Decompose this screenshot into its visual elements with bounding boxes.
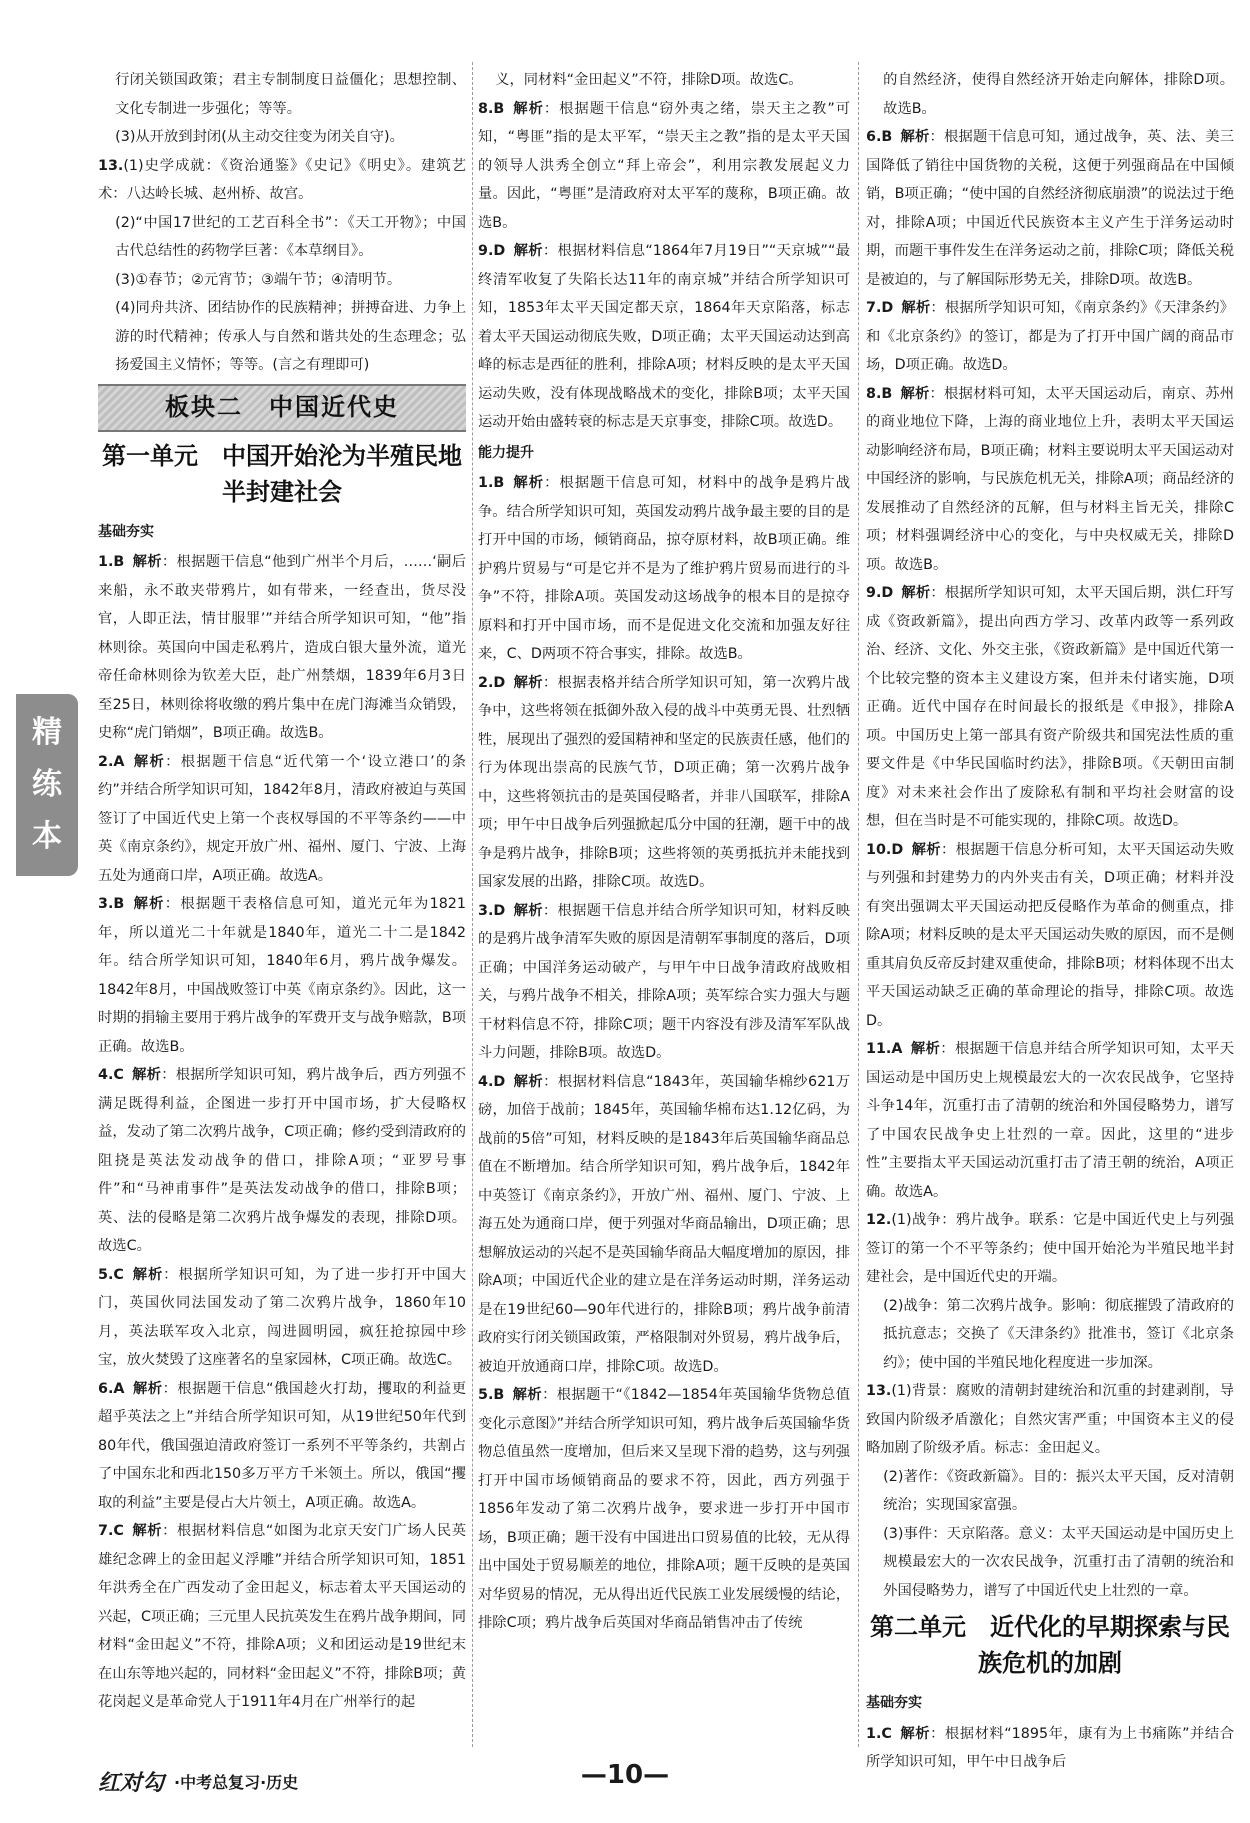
answer-text: ：根据题干信息“俄国趁火打劫，攫取的利益更超乎英法之上”并结合所学知识可知，从19世纪50年代到80年代，俄国强迫清政府签订一系列不平等条约，共割占了中国东北和西北150多万平方千米领土。所以，俄国“攫取的利益”主要是侵占大片领土，A项正确。故选A。 xyxy=(98,1380,467,1511)
answer-item xyxy=(866,294,1234,380)
column-right xyxy=(866,66,1235,1770)
answer-choice: A xyxy=(113,753,125,770)
answer-number: 9. xyxy=(478,243,494,259)
footer-subtitle: ·中考总复习·历史 xyxy=(174,1772,299,1792)
answer-item xyxy=(478,669,850,897)
answer-item xyxy=(866,1720,1234,1777)
answer-choice: D xyxy=(493,243,506,259)
answer-item xyxy=(98,748,466,891)
answer-text: ：根据所学知识可知，《南京条约》《天津条约》和《北京条约》的签订，都是为了打开中国广阔的商品市场，D项正确。故选D。 xyxy=(866,300,1235,373)
answer-choice: A xyxy=(113,1380,125,1397)
answer-text: ：根据材料“1895年，康有为上书痛陈”并结合所学知识可知，甲午中日战争后 xyxy=(866,1725,1234,1770)
answer-text: (2)战争：第二次鸦片战争。影响：彻底摧毁了清政府的抵抗意志；交换了《天津条约》批准书，签订《北京条约》；使中国的半殖民地化程度进一步加深。 xyxy=(883,1297,1234,1371)
answer-item xyxy=(98,1375,466,1518)
answer-number: 5. xyxy=(98,1266,114,1283)
side-tab-char: 练 xyxy=(32,767,62,802)
answer-number: 8. xyxy=(866,385,882,402)
section-banner xyxy=(98,384,466,432)
unit-title: 第二单元 近代化的早期探索与民族危机的加剧 xyxy=(870,1612,1230,1677)
analysis-label: 解析 xyxy=(131,1523,163,1539)
unit-title: 第一单元 中国开始沦为半殖民地半封建社会 xyxy=(102,440,462,506)
answer-number: 9. xyxy=(866,585,882,601)
side-tab-char: 精 xyxy=(32,715,62,750)
answer-choice: B xyxy=(881,385,893,402)
analysis-label: 解析 xyxy=(132,753,166,770)
answer-choice: B xyxy=(881,129,893,145)
answer-continuation: 行闭关锁国政策；君主专制制度日益僵化；思想控制、文化专制进一步强化；等等。 xyxy=(115,72,466,117)
answer-choice: A xyxy=(891,1041,903,1057)
answer-text: (3)①春节；②元宵节；③端午节；④清明节。 xyxy=(115,271,402,288)
analysis-label: 解析 xyxy=(911,841,941,858)
answer-choice: D xyxy=(881,300,894,316)
answer-text: ：根据材料信息“1864年7月19日”“天京城”“最终清军收复了失陷长达11年的南京城”并结合所学知识可知，1853年太平天国定都天京，1864年天京陷落，标志着太平天国运动彻底失败，D项正确；太平天国运动达到高峰的标志是西征的胜利，排除A项；材料反映的是太平天国运动失败，没有体现战略战术的变化，排除B项；太平天国运动开始由盛转衰的标志是天京事变，排除C项。故选D。 xyxy=(478,243,850,430)
side-tab-char: 本 xyxy=(32,819,62,854)
answer-item xyxy=(866,579,1234,836)
answer-choice: D xyxy=(891,841,904,858)
column-divider xyxy=(858,62,859,1747)
answer-choice: B xyxy=(113,896,125,912)
answer-text: ：根据题干信息可知，通过战争，英、法、美三国降低了销往中国货物的关税，这便于列强商品在中国倾销，B项正确；“使中国的自然经济彻底崩溃”的说法过于绝对，排除A项；中国近代民族资本主义产生于洋务运动时期，而题干事件发生在洋务运动之前，排除C项；降低关税是被迫的，与了解国际形势无关，排除D项。故选B。 xyxy=(866,129,1235,288)
answer-number: 7. xyxy=(98,1523,114,1539)
answer-text: ：根据题干表格信息可知，道光元年为1821年，所以道光二十年就是1840年，道光二十二是1842年。结合所学知识可知，1840年6月，鸦片战争爆发。1842年8月，中国战败签订中英《南京条约》。因此，这一时期的捐输主要用于鸦片战争的军费开支与战争赔款，B项正确。故选B。 xyxy=(98,896,467,1055)
basic-section-label: 基础夯实 xyxy=(866,1695,922,1711)
answer-choice: C xyxy=(113,1067,124,1083)
answer-choice: C xyxy=(113,1266,124,1283)
answer-choice: D xyxy=(493,902,506,919)
ability-section-label: 能力提升 xyxy=(478,444,534,461)
footer-brand xyxy=(98,1764,298,1798)
answer-number: 8. xyxy=(478,100,494,117)
answer-text: (1)背景：腐败的清朝封建统治和沉重的封建剥削，导致国内阶级矛盾激化；自然灾害严重；中国资本主义的侵略加剧了阶级矛盾。标志：金田起义。 xyxy=(866,1383,1234,1456)
answer-number: 2. xyxy=(98,753,114,770)
answer-number: 3. xyxy=(478,902,494,919)
answer-number: 4. xyxy=(478,1073,494,1090)
answer-number: 4. xyxy=(98,1067,114,1083)
answer-continuation: (3)从开放到封闭(从主动交往变为闭关自守)。 xyxy=(115,129,404,145)
analysis-label: 解析 xyxy=(901,585,931,601)
answer-choice: D xyxy=(881,585,894,601)
answer-item xyxy=(478,897,850,1068)
answer-text: ：根据题干信息分析可知，太平天国运动失败与列强和封建势力的内外夹击有关，D项正确；材料并没有突出强调太平天国运动把反侵略作为革命的侧重点，排除A项；材料反映的是太平天国运动失败的原因，而不是侧重其肩负反帝反封建双重使命，排除B项；材料体现不出太平天国运动缺乏正确的革命理论的指导，排除C项。故选D。 xyxy=(866,841,1235,1029)
answer-choice: B xyxy=(493,100,505,117)
answer-item xyxy=(98,890,466,1061)
answer-number: 6. xyxy=(98,1380,114,1397)
answer-item xyxy=(98,1261,466,1375)
analysis-label: 解析 xyxy=(900,129,930,145)
analysis-label: 解析 xyxy=(513,902,543,919)
answer-text: ：根据材料信息“如图为北京天安门广场人民英雄纪念碑上的金田起义浮雕”并结合所学知识可知，1851年洪秀全在广西发动了金田起义，标志着太平天国运动的兴起，C项正确；三元里人民抗英发生在鸦片战争期间，同材料“金田起义”不符，排除A项；义和团运动是19世纪末在山东等地兴起的，同材料“金田起义”不符，排除B项；黄花岗起义是革命党人于1911年4月在广州举行的起 xyxy=(98,1523,467,1710)
analysis-label: 解析 xyxy=(131,1266,164,1283)
answer-text: ：根据所学知识可知，太平天国后期，洪仁玕写成《资政新篇》，提出向西方学习、改革内政等一系列政治、经济、文化、外交主张，《资政新篇》是中国近代第一个比较完整的资本主义建设方案，但并未付诸实施，D项正确。近代中国存在时间最长的报纸是《申报》，排除A项。中国历史上第一部具有资产阶级共和国宪法性质的重要文件是《中华民国临时约法》，排除B项。《天朝田亩制度》对未来社会作出了废除私有制和平均社会财富的设想，但在当时是不可能实现的，排除C项。故选D。 xyxy=(866,585,1235,829)
answer-choice: D xyxy=(493,674,506,691)
analysis-label: 解析 xyxy=(901,300,931,316)
answer-choice: D xyxy=(493,1073,506,1090)
column-left xyxy=(98,66,466,1751)
answer-text: (1)史学成就：《资治通鉴》《史记》《明史》。建筑艺术：八达岭长城、赵州桥、故宫。 xyxy=(98,157,466,202)
answer-number: 12. xyxy=(866,1212,892,1228)
answer-number: 7. xyxy=(866,300,882,316)
analysis-label: 解析 xyxy=(132,896,165,912)
answer-number: 3. xyxy=(98,896,114,912)
answer-item xyxy=(98,152,466,209)
answer-choice: C xyxy=(113,1523,124,1539)
answer-choice: C xyxy=(881,1725,892,1742)
answer-continuation: 义，同材料“金田起义”不符，排除D项。故选C。 xyxy=(495,72,803,88)
analysis-label: 解析 xyxy=(513,1073,544,1090)
answer-text: ：根据材料信息“1843年，英国输华棉纱621万磅，加倍于战前；1845年，英国输华棉布达1.12亿码，为战前的5倍”可知，材料反映的是1843年后英国输华商品总值在不断增加。结合所学知识可知，鸦片战争后，1842年中英签订《南京条约》，开放广州、福州、厦门、宁波、上海五处为通商口岸，便于列强对华商品输出，D项正确；思想解放运动的兴起不是英国输华商品大幅度增加的原因，排除A项；中国近代企业的建立是在洋务运动时期，洋务运动是在19世纪60—90年代进行的，排除B项；鸦片战争前清政府实行闭关锁国政策，严格限制对外贸易，鸦片战争后，被迫开放通商口岸，排除C项。故选D。 xyxy=(478,1073,851,1375)
analysis-label: 解析 xyxy=(512,475,545,491)
column-middle xyxy=(478,66,850,1751)
basic-section-label: 基础夯实 xyxy=(98,523,154,540)
answer-item xyxy=(98,1517,466,1717)
side-tab xyxy=(16,694,78,876)
answer-number: 13. xyxy=(98,157,124,174)
answer-continuation: 的自然经济，使得自然经济开始走向解体，排除D项。故选B。 xyxy=(883,72,1234,117)
answer-number: 11. xyxy=(866,1041,892,1057)
answer-item xyxy=(478,1068,850,1382)
answer-text: ：根据所学知识可知，鸦片战争后，西方列强不满足既得利益，企图进一步打开中国市场，扩大侵略权益，发动了第二次鸦片战争，C项正确；修约受到清政府的阻挠是英法发动战争的借口，排除A项；“亚罗号事件”和“马神甫事件”是英法发动战争的借口，排除B项；英、法的侵略是第二次鸦片战争爆发的表现，排除D项。故选C。 xyxy=(98,1067,467,1254)
answer-text: ：根据所学知识可知，为了进一步打开中国大门，英国伙同法国发动了第二次鸦片战争，1860年10月，英法联军攻入北京，闯进圆明园，疯狂抢掠园中珍宝，放火焚毁了这座著名的皇家园林，C项正确。故选C。 xyxy=(98,1266,466,1368)
answer-item xyxy=(98,1061,466,1261)
answer-item xyxy=(866,123,1234,294)
answer-item xyxy=(98,548,466,748)
analysis-label: 解析 xyxy=(132,554,162,570)
analysis-label: 解析 xyxy=(132,1380,163,1397)
analysis-label: 解析 xyxy=(899,1725,931,1742)
answer-item xyxy=(478,469,850,669)
answer-text: ：根据材料可知，太平天国运动后，南京、苏州的商业地位下降，上海的商业地位上升，表明太平天国运动影响经济布局，B项正确；材料主要说明太平天国运动对中国经济的影响，与民族危机无关，排除A项；商品经济的发展推动了自然经济的瓦解，但与材料主旨无关，排除C项；材料强调经济中心的变化，与中央权威无关，排除D项。故选B。 xyxy=(866,385,1235,573)
analysis-label: 解析 xyxy=(512,100,544,117)
answer-text: ：根据题干“《1842—1854年英国输华货物总值变化示意图》”并结合所学知识可知，鸦片战争后英国输华货物总值虽然一度增加，但后来又呈现下滑的趋势，这与列强打开中国市场倾销商品的要求不符，因此，西方列强于1856年发动了第二次鸦片战争，要求进一步打开中国市场，B项正确；题干没有中国进出口贸易值的比较，无从得出中国处于贸易顺差的地位，排除A项；题干反映的是英国对华贸易的情况，无从得出近代民族工业发展缓慢的结论，排除C项；鸦片战争后英国对华商品销售冲击了传统 xyxy=(478,1387,851,1631)
answer-item xyxy=(478,237,850,437)
answer-number: 13. xyxy=(866,1383,892,1399)
answer-text: (2)“中国17世纪的工艺百科全书”：《天工开物》；中国古代总结性的药物学巨著：《本草纲目》。 xyxy=(115,214,466,259)
brand-logo: 红对勾 xyxy=(98,1769,165,1796)
answer-text: (3)事件：天京陷落。意义：太平天国运动是中国历史上规模最宏大的一次农民战争，沉重打击了清朝的统治和外国侵略势力，谱写了中国近代史上壮烈的一章。 xyxy=(883,1525,1234,1599)
answer-text: (1)战争：鸦片战争。联系：它是中国近代史上与列强签订的第一个不平等条约；使中国开始沦为半殖民地半封建社会，是中国近代史的开端。 xyxy=(866,1212,1234,1285)
answer-item xyxy=(866,836,1234,1036)
answer-text: ：根据题干信息可知，材料中的战争是鸦片战争。结合所学知识可知，英国发动鸦片战争最主要的目的是打开中国的市场，倾销商品，掠夺原材料，故B项正确。维护鸦片贸易与“可是它并不是为了维护鸦片贸易而进行的斗争”不符，排除A项。英国发动这场战争的根本目的是掠夺原料和打开中国市场，而不是促进文化交流和加强友好往来，C、D两项不符合事实，排除。故选B。 xyxy=(478,475,851,662)
analysis-label: 解析 xyxy=(513,674,543,691)
answer-item xyxy=(866,1206,1234,1292)
answer-text: ：根据题干信息并结合所学知识可知，材料反映的是鸦片战争清军失败的原因是清朝军事制度的落后，D项正确；中国洋务运动破产，与甲午中日战争清政府战败相关，与鸦片战争不相关，排除A项；英军综合实力强大与题干材料信息不符，排除C项；题干内容没有涉及清军军队战斗力问题，排除B项。故选D。 xyxy=(478,902,850,1061)
answer-text: ：根据表格并结合所学知识可知，第一次鸦片战争中，这些将领在抵御外敌入侵的战斗中英勇无畏、壮烈牺牲，展现出了强烈的爱国精神和坚定的民族责任感，他们的行为体现出崇高的民族气节，D项正确；第一次鸦片战争中，这些将领抗击的是英国侵略者，并非八国联军，排除A项；甲午中日战争后列强掀起瓜分中国的狂潮，题干中的战争是鸦片战争，排除B项；这些将领的英勇抵抗并未能找到国家发展的出路，排除C项。故选D。 xyxy=(478,674,850,890)
analysis-label: 解析 xyxy=(900,385,930,402)
answer-choice: B xyxy=(493,1387,505,1403)
analysis-label: 解析 xyxy=(513,243,543,259)
column-divider xyxy=(472,62,473,1747)
answer-item xyxy=(478,95,850,238)
answer-text: (4)同舟共济、团结协作的民族精神；拼搏奋进、力争上游的时代精神；传承人与自然和谐共处的生态理念；弘扬爱国主义情怀；等等。(言之有理即可) xyxy=(115,300,466,373)
answer-choice: B xyxy=(113,554,125,570)
answer-text: (2)著作：《资政新篇》。目的：振兴太平天国，反对清朝统治；实现国家富强。 xyxy=(883,1468,1234,1513)
answer-text: ：根据题干信息“他到广州半个月后，……‘嗣后来船，永不敢夹带鸦片，如有带来，一经查出，货尽没官，人即正法，情甘服罪’”并结合所学知识可知，“他”指林则徐。英国向中国走私鸦片，造成白银大量外流，道光帝任命林则徐为钦差大臣，赴广州禁烟，1839年6月3日至25日，林则徐将收缴的鸦片集中在虎门海滩当众销毁，史称“虎门销烟”，B项正确。故选B。 xyxy=(98,554,466,741)
answer-number: 1. xyxy=(98,554,114,570)
answer-text: ：根据题干信息“窃外夷之绪，崇天主之教”可知，“粤匪”指的是太平军，“崇天主之教”指的是太平天国的领导人洪秀全创立“拜上帝会”，利用宗教发展起义力量。因此，“粤匪”是清政府对太平军的蔑称，B项正确。故选B。 xyxy=(478,100,851,231)
answer-item xyxy=(866,1377,1234,1463)
analysis-label: 解析 xyxy=(910,1041,941,1057)
answer-number: 6. xyxy=(866,129,882,145)
answer-number: 5. xyxy=(478,1387,494,1403)
answer-item xyxy=(866,380,1234,580)
page-number: —10— xyxy=(580,1760,670,1790)
analysis-label: 解析 xyxy=(512,1387,543,1403)
answer-number: 1. xyxy=(866,1725,882,1742)
section-title: 板块二 中国近代史 xyxy=(165,392,399,422)
answer-item xyxy=(478,1381,850,1638)
analysis-label: 解析 xyxy=(131,1067,162,1083)
answer-item xyxy=(866,1035,1234,1206)
answer-number: 2. xyxy=(478,674,494,691)
answer-number: 1. xyxy=(478,475,494,491)
answer-choice: B xyxy=(493,475,505,491)
answer-text: ：根据题干信息“近代第一个‘设立港口’的条约”并结合所学知识可知，1842年8月，清政府被迫与英国签订了中国近代史上第一个丧权辱国的不平等条约——中英《南京条约》，规定开放广州、福州、厦门、宁波、上海五处为通商口岸，A项正确。故选A。 xyxy=(98,753,467,884)
answer-text: ：根据题干信息并结合所学知识可知，太平天国运动是中国历史上规模最宏大的一次农民战争，它坚持斗争14年，沉重打击了清朝的统治和外国侵略势力，谱写了中国农民战争史上壮烈的一章。因此，这里的“进步性”主要指太平天国运动沉重打击了清王朝的统治，A项正确。故选A。 xyxy=(866,1041,1235,1200)
answer-number: 10. xyxy=(866,841,892,858)
